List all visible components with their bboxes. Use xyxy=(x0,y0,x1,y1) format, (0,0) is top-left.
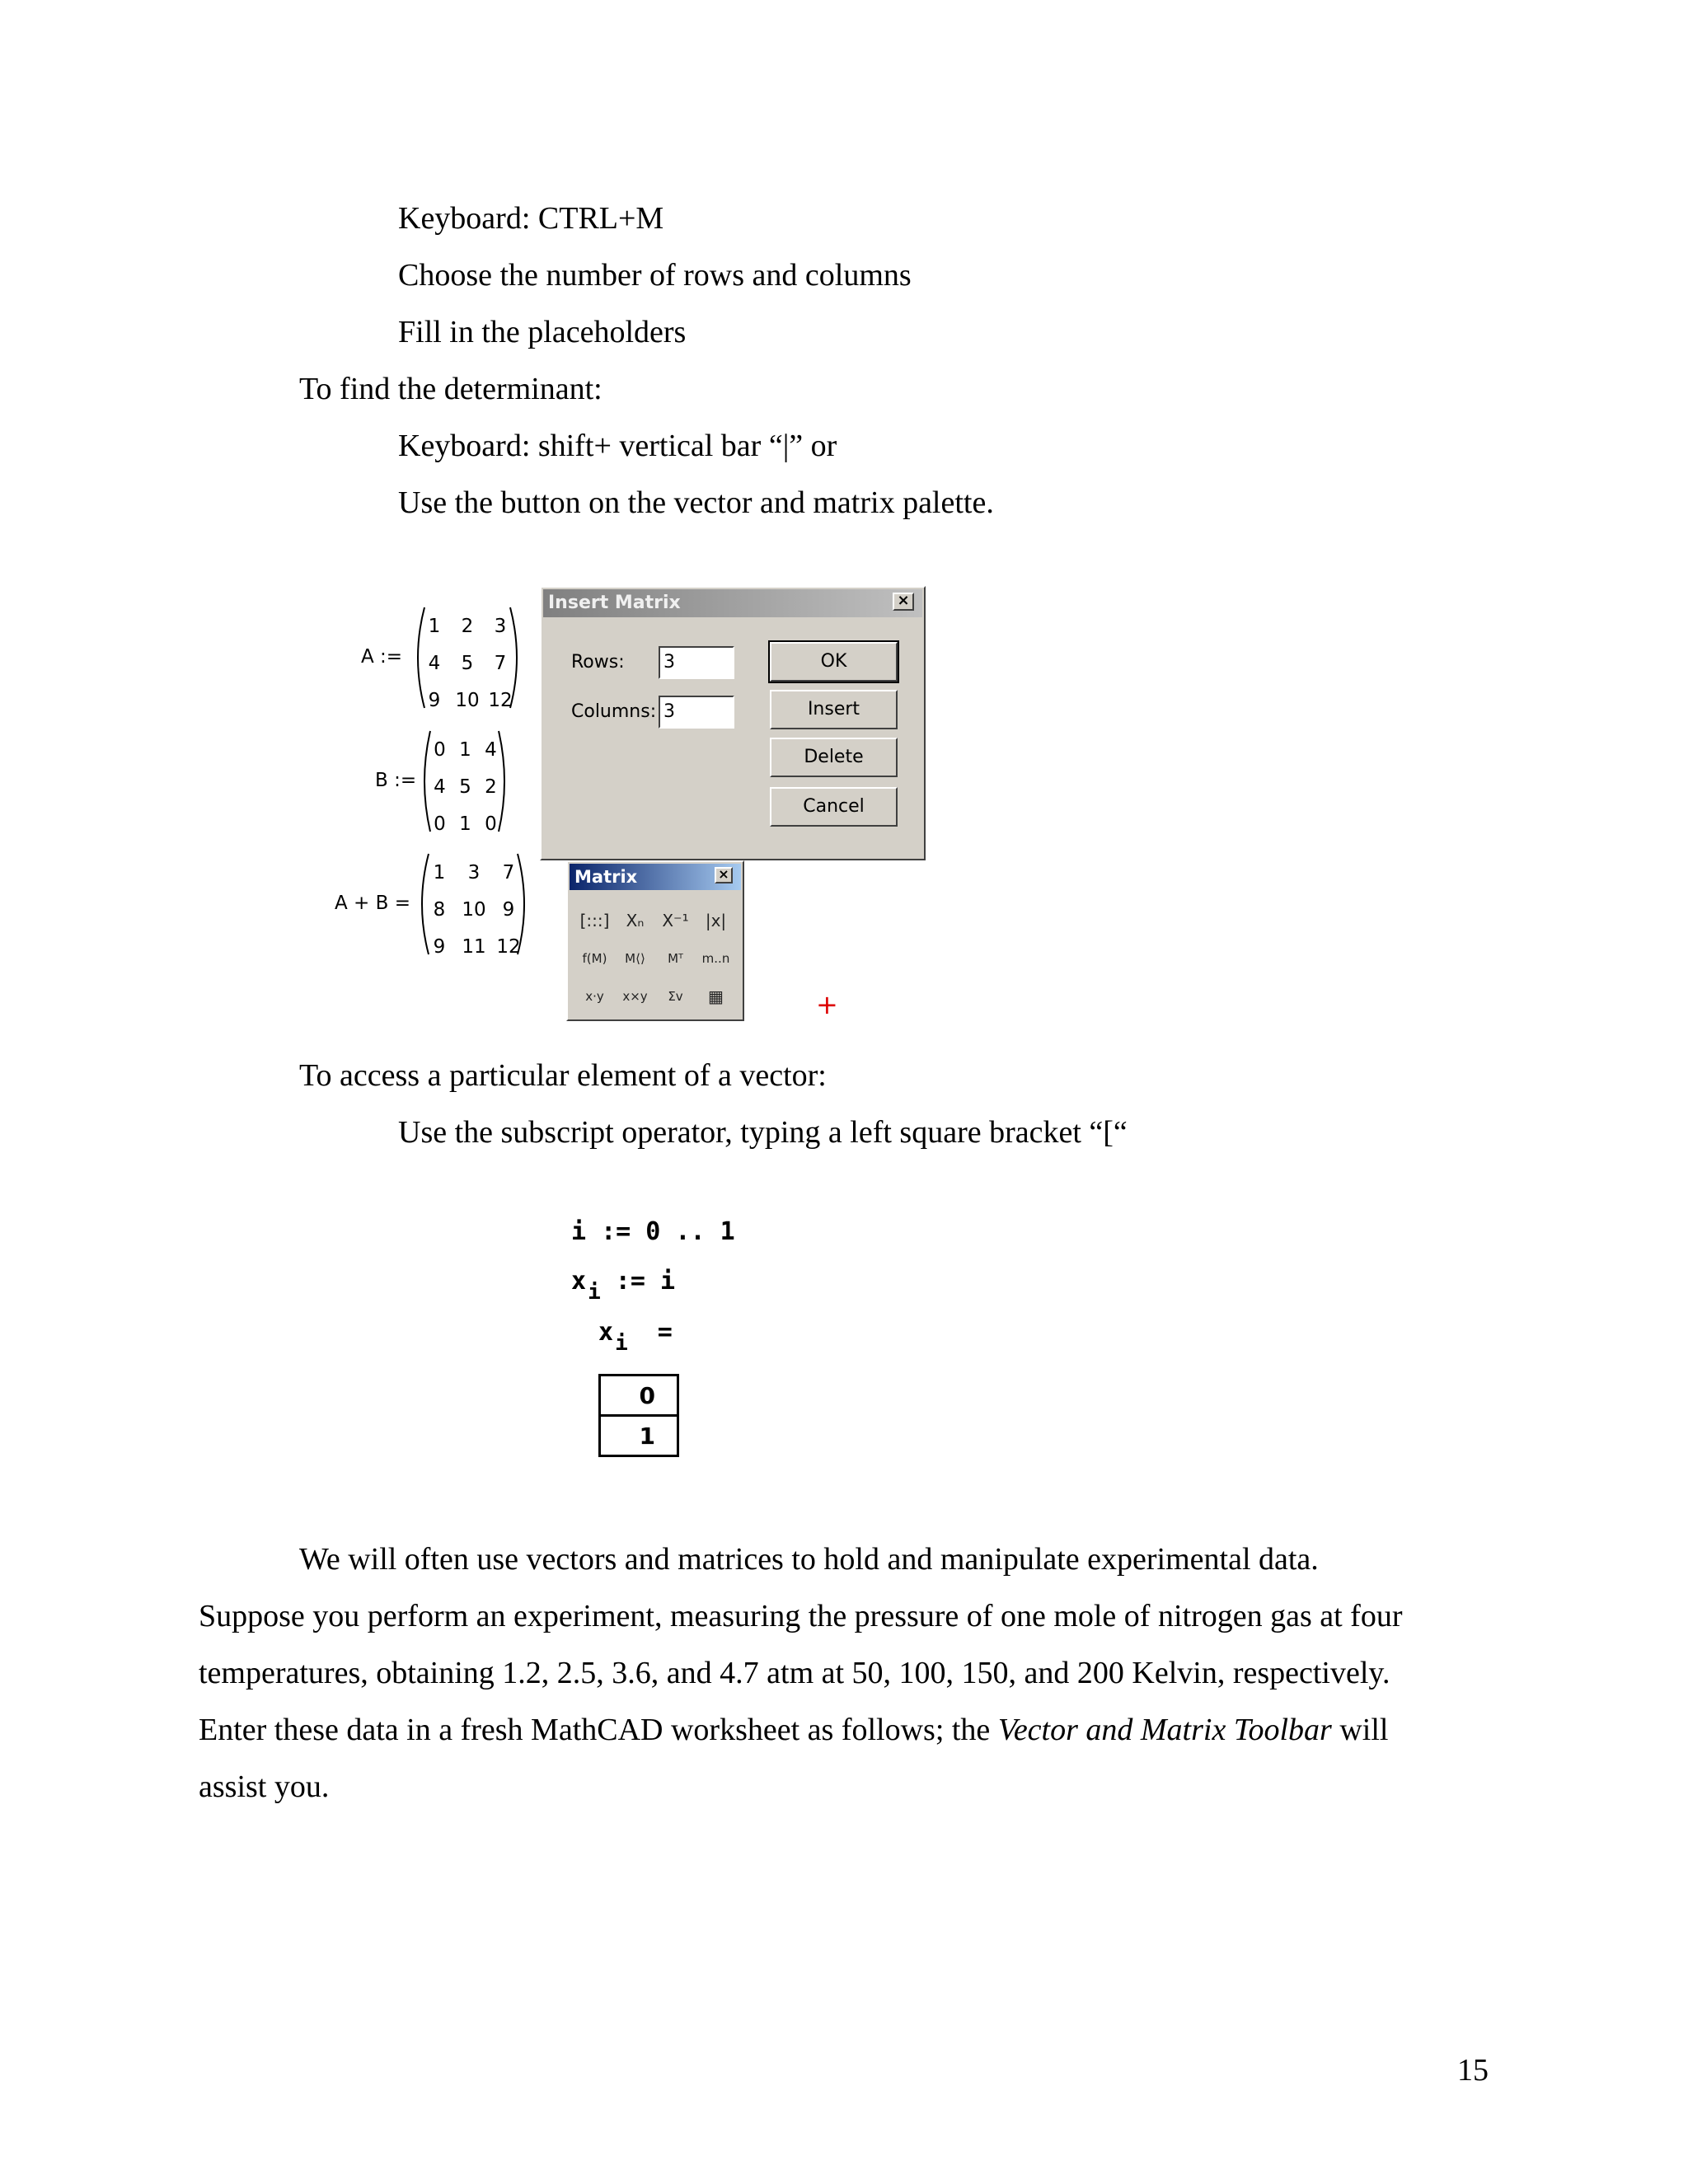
heading-vector-access: To access a particular element of a vector: xyxy=(299,1058,827,1093)
heading-find-determinant: To find the determinant: xyxy=(299,372,603,406)
matrix-a-grid xyxy=(418,607,517,719)
assign-subscript: i xyxy=(588,1280,601,1305)
matrix-sum-grid xyxy=(422,854,526,965)
paragraph-line-2: Suppose you perform an experiment, measuring the pressure of one mole of nitrogen gas at four xyxy=(199,1599,1403,1633)
column-icon[interactable]: M⟨⟩ xyxy=(625,951,645,966)
instruction-fill-placeholders: Fill in the placeholders xyxy=(398,315,687,349)
result-vector xyxy=(598,1374,679,1457)
eval-variable: x xyxy=(598,1318,614,1347)
columns-input[interactable]: 3 xyxy=(659,696,734,729)
assign-variable: x xyxy=(571,1267,587,1296)
palette-buttons xyxy=(574,902,736,1015)
instruction-subscript: Use the subscript operator, typing a left square bracket “[“ xyxy=(398,1115,1128,1150)
assign-rhs: := i xyxy=(615,1267,676,1296)
matrix-cell: 2 xyxy=(485,776,497,798)
toolbar-name-emphasis: Vector and Matrix Toolbar xyxy=(997,1713,1332,1747)
dot-product-icon[interactable]: x·y xyxy=(585,989,604,1004)
instruction-choose-rows-cols: Choose the number of rows and columns xyxy=(398,258,912,293)
matrix-cell: 9 xyxy=(428,689,441,711)
matrix-cell: 1 xyxy=(459,738,471,761)
transpose-icon[interactable]: Mᵀ xyxy=(668,951,683,966)
matrix-cell: 11 xyxy=(462,935,486,958)
matrix-palette xyxy=(566,860,744,1021)
range-definition: i := 0 .. 1 xyxy=(571,1217,735,1246)
paragraph-line-5: assist you. xyxy=(199,1769,330,1804)
matrix-a-label: A := xyxy=(361,646,403,668)
palette-close-button[interactable] xyxy=(715,867,733,883)
determinant-icon[interactable]: |x| xyxy=(705,911,727,930)
vector-sum-icon[interactable]: Σv xyxy=(668,989,683,1004)
picture-icon[interactable]: ▦ xyxy=(708,987,724,1006)
close-icon: × xyxy=(897,592,910,609)
matrix-sum-label: A + B = xyxy=(335,893,410,914)
matrix-cell: 3 xyxy=(494,615,507,637)
matrix-cell: 3 xyxy=(467,861,481,883)
matrix-insert-icon[interactable]: [:::] xyxy=(579,911,610,930)
vector-assignment xyxy=(571,1267,676,1305)
paragraph-line-4 xyxy=(199,1714,1388,1746)
matrix-cell: 2 xyxy=(461,615,474,637)
matrix-cell: 9 xyxy=(502,898,515,921)
matrix-cell: 7 xyxy=(494,652,507,674)
red-cursor-marker: + xyxy=(816,989,838,1020)
matrix-cell: 7 xyxy=(502,861,515,883)
paragraph-line-4-end: will xyxy=(1331,1713,1389,1747)
matrix-b-grid xyxy=(427,731,504,842)
page-number: 15 xyxy=(1457,2053,1489,2088)
table-row xyxy=(600,1416,678,1456)
eval-equals: = xyxy=(657,1318,673,1347)
paragraph-line-3: temperatures, obtaining 1.2, 2.5, 3.6, and 4.7 atm at 50, 100, 150, and 200 Kelvin, respectively. xyxy=(199,1656,1390,1690)
ok-button[interactable]: OK xyxy=(770,642,898,682)
rows-input[interactable]: 3 xyxy=(659,646,734,679)
matrix-b-label: B := xyxy=(375,770,417,791)
insert-matrix-dialog xyxy=(540,586,926,860)
palette-title: Matrix xyxy=(574,867,638,887)
vector-value: 0 xyxy=(600,1376,678,1416)
eval-subscript: i xyxy=(615,1331,628,1356)
matrix-cell: 1 xyxy=(428,615,441,637)
instruction-keyboard-shift-bar: Keyboard: shift+ vertical bar “|” or xyxy=(398,429,837,463)
matrix-cell: 1 xyxy=(459,813,471,835)
paragraph-line-4-start: Enter these data in a fresh MathCAD worksheet as follows; the xyxy=(199,1713,998,1747)
table-row xyxy=(600,1376,678,1416)
vector-value: 1 xyxy=(600,1416,678,1456)
matrix-cell: 10 xyxy=(462,898,486,921)
insert-button[interactable]: Insert xyxy=(770,690,898,729)
vector-evaluation xyxy=(598,1318,673,1356)
matrix-cell: 9 xyxy=(433,935,446,958)
matrix-cell: 5 xyxy=(459,776,471,798)
matrix-cell: 0 xyxy=(485,813,497,835)
matrix-cell: 4 xyxy=(485,738,497,761)
close-button[interactable] xyxy=(893,593,914,611)
insert-matrix-titlebar[interactable] xyxy=(543,589,922,617)
matrix-cell: 5 xyxy=(461,652,474,674)
matrix-cell: 0 xyxy=(434,738,446,761)
subscript-icon[interactable]: Xₙ xyxy=(626,911,645,930)
vectorize-icon[interactable]: f(M) xyxy=(582,951,607,966)
instruction-keyboard-ctrl-m: Keyboard: CTRL+M xyxy=(398,201,664,236)
matrix-cell: 8 xyxy=(433,898,446,921)
dialog-title: Insert Matrix xyxy=(548,593,681,613)
close-icon: × xyxy=(718,866,729,882)
matrix-cell: 1 xyxy=(433,861,446,883)
matrix-cell: 4 xyxy=(428,652,441,674)
instruction-use-button: Use the button on the vector and matrix palette. xyxy=(398,485,994,520)
columns-label: Columns: xyxy=(571,701,657,722)
inverse-icon[interactable]: X⁻¹ xyxy=(662,911,689,930)
cancel-button[interactable]: Cancel xyxy=(770,787,898,827)
matrix-cell: 12 xyxy=(488,689,513,711)
delete-button[interactable]: Delete xyxy=(770,738,898,777)
paragraph-line-1: We will often use vectors and matrices to hold and manipulate experimental data. xyxy=(299,1542,1319,1577)
matrix-cell: 10 xyxy=(455,689,480,711)
matrix-cell: 4 xyxy=(434,776,446,798)
rows-label: Rows: xyxy=(571,652,625,673)
range-variable-icon[interactable]: m..n xyxy=(701,951,730,966)
matrix-cell: 0 xyxy=(434,813,446,835)
matrix-cell: 12 xyxy=(496,935,521,958)
cross-product-icon[interactable]: x×y xyxy=(622,989,648,1004)
